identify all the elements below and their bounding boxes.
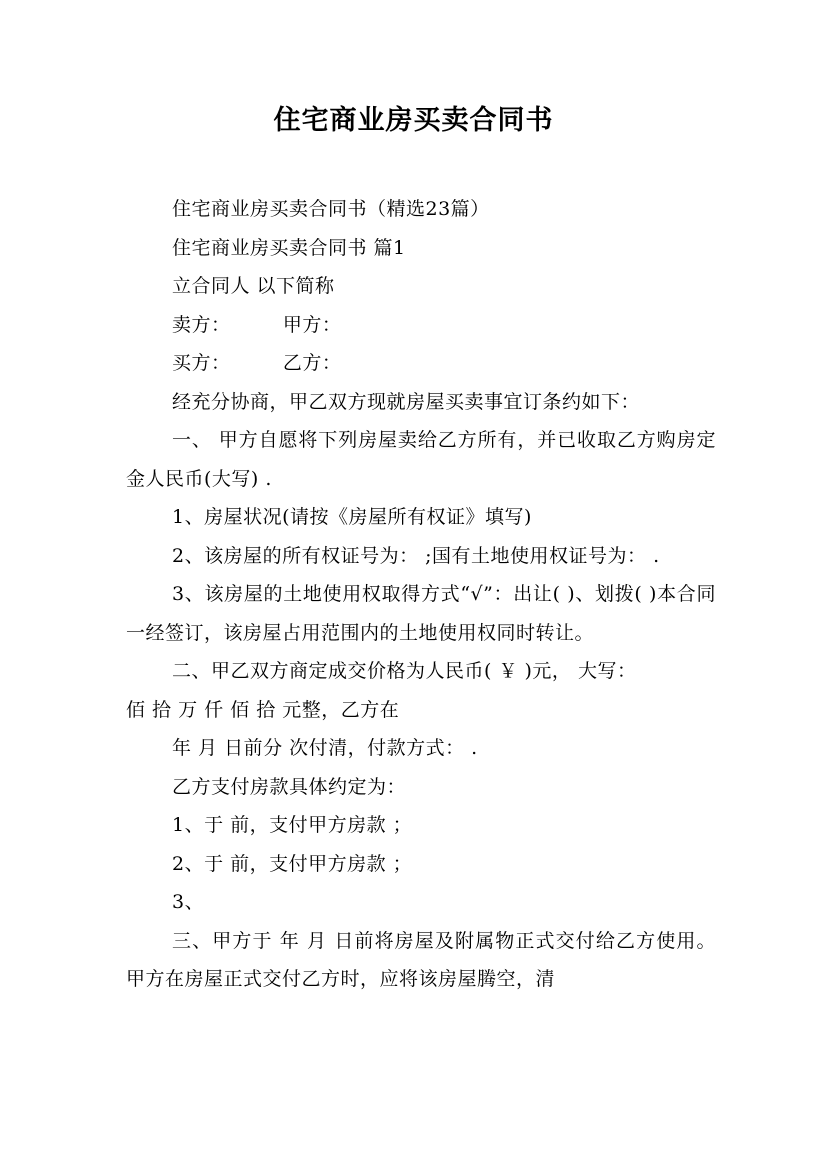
paragraph: 乙方支付房款具体约定为：: [172, 775, 407, 798]
paragraph: 经充分协商，甲乙双方现就房屋买卖事宜订条约如下：: [172, 390, 641, 413]
paragraph: 2、于 前，支付甲方房款 ；: [172, 852, 413, 875]
document-body: [126, 190, 716, 999]
paragraph: 2、该房屋的所有权证号为： ;国有土地使用权证号为： .: [172, 544, 660, 567]
paragraph: 二、甲乙双方商定成交价格为人民币( ￥ )元， 大写：: [172, 660, 637, 682]
paragraph: 买方： 乙方：: [172, 352, 342, 374]
paragraph: 佰 拾 万 仟 佰 拾 元整，乙方在: [126, 698, 400, 721]
paragraph: 立合同人 以下简称: [172, 275, 335, 297]
paragraph: 1、房屋状况(请按《房屋所有权证》填写): [172, 506, 532, 528]
paragraph: 1、于 前，支付甲方房款 ；: [172, 814, 413, 836]
paragraph: 卖方： 甲方：: [172, 313, 342, 336]
paragraph: 3、该房屋的土地使用权取得方式“√”：出让( )、划拨( )本合同一经签订，该房屋占用范围内的土地使用权同时转让。: [126, 583, 716, 644]
paragraph: 一、 甲方自愿将下列房屋卖给乙方所有，并已收取乙方购房定金人民币(大写) .: [126, 429, 716, 490]
paragraph: 住宅商业房买卖合同书 篇1: [172, 236, 406, 259]
paragraph: 三、甲方于 年 月 日前将房屋及附属物正式交付给乙方使用。甲方在房屋正式交付乙方时，应将该房屋腾空，清: [126, 929, 716, 990]
paragraph: 3、: [172, 891, 205, 913]
paragraph: 住宅商业房买卖合同书（精选23篇）: [172, 198, 490, 220]
document-title: 住宅商业房买卖合同书: [273, 105, 554, 136]
paragraph: 年 月 日前分 次付清，付款方式： .: [172, 737, 478, 759]
